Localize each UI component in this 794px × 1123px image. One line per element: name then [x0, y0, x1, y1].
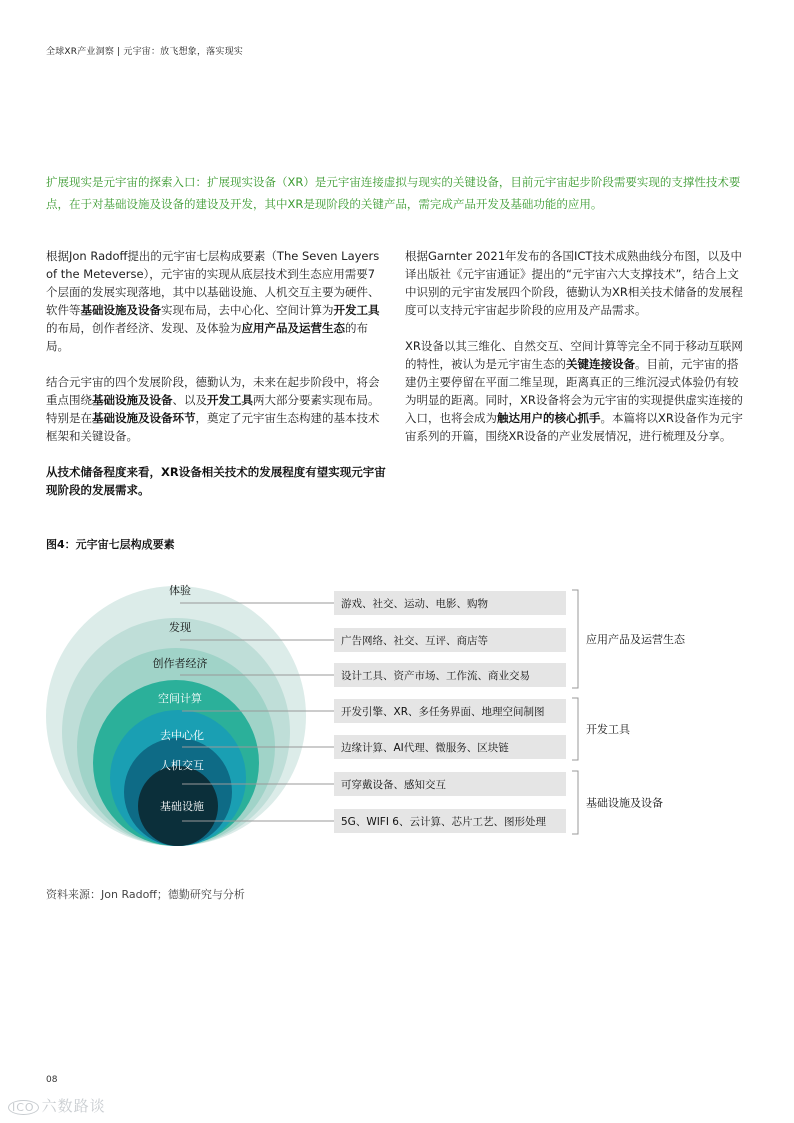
text-run: 开发工具	[207, 393, 253, 407]
running-header: 全球XR产业洞察 | 元宇宙：放飞想象，落实现实	[46, 47, 243, 57]
text-run: 。目前，元宇宙的搭建仍主要停留在平面二维呈现，距离真正的三维沉浸式体验仍有较为明显的距离。同时，XR设备将会为元宇宙的实现提供虚实连接的入口，也将会成为	[405, 357, 743, 425]
layer-item-text: 开发引擎、XR、多任务界面、地理空间制图	[341, 706, 545, 718]
text-run: 开发工具	[333, 303, 380, 317]
text-run: 根据Jon Radoff提出的元宇宙七层构成要素（The Seven Layers of the Meteverse），元宇宙的实现从底层技术到生态应用需要7个层面的发展实现落地，其中以基础设施、人机交互主要为硬件、软件等	[46, 249, 380, 317]
layer-label: 人机交互	[160, 759, 204, 772]
text-run: 关键连接设备	[566, 357, 635, 371]
text-run: 实现布局，去中心化、空间计算为	[161, 303, 334, 317]
text-run: 。本篇将以XR设备作为元宇宙系列的开篇，围绕XR设备的产业发展情况，进行梳理及分享。	[405, 411, 743, 443]
layer-label: 基础设施	[160, 800, 204, 813]
text-run: 从技术储备程度来看，XR设备相关技术的发展程度有望实现元宇宙现阶段的发展需求。	[46, 465, 386, 497]
text-run: ，奠定了元宇宙生态构建的基本技术框架和关键设备。	[46, 411, 380, 443]
text-run: 、以及	[172, 393, 207, 407]
category-label: 基础设施及设备	[586, 796, 663, 810]
source-note: 资料来源：Jon Radoff；德勤研究与分析	[46, 888, 245, 901]
text-run: XR设备以其三维化、自然交互、空间计算等完全不同于移动互联网的特性，被认为是元宇宙生态的	[405, 339, 743, 371]
layer-label: 创作者经济	[152, 657, 208, 670]
text-run: 两大部分要素实现布局。特别是在	[46, 393, 380, 425]
layer-label: 去中心化	[160, 729, 204, 742]
layer-label: 体验	[169, 584, 191, 597]
watermark-text: 六数路谈	[41, 1097, 106, 1115]
layer-label: 发现	[169, 621, 191, 634]
intro-paragraph: 扩展现实是元宇宙的探索入口：扩展现实设备（XR）是元宇宙连接虚拟与现实的关键设备，目前元宇宙起步阶段需要实现的支撑性技术要点，在于对基础设施及设备的建设及开发，其中XR是现阶段的关键产品，需完成产品开发及基础功能的应用。	[46, 175, 741, 211]
text-run: 基础设施及设备	[80, 303, 161, 317]
layer-item-text: 设计工具、资产市场、工作流、商业交易	[341, 670, 530, 682]
text-run: 结合元宇宙的四个发展阶段，德勤认为，未来在起步阶段中，将会重点围绕	[46, 375, 380, 407]
text-run: 的布局。	[46, 321, 368, 353]
text-run: 根据Garnter 2021年发布的各国ICT技术成熟曲线分布图，以及中译出版社《元宇宙通证》提出的“元宇宙六大支撑技术”，结合上文中识别的元宇宙发展四个阶段，德勤认为XR相关技术储备的发展程度可以支持元宇宙起步阶段的应用及产品需求。	[405, 249, 743, 317]
text-run: 的布局，创作者经济、发现、及体验为	[46, 321, 242, 335]
text-run: 触达用户的核心抓手	[497, 411, 601, 425]
category-bracket	[572, 590, 578, 688]
layer-item-text: 5G、WIFI 6、云计算、芯片工艺、图形处理	[341, 816, 546, 828]
text-run: 基础设施及设备环节	[92, 411, 196, 425]
figure-title: 图4：元宇宙七层构成要素	[46, 538, 175, 551]
layer-item-text: 游戏、社交、运动、电影、购物	[341, 598, 488, 610]
layer-item-text: 可穿戴设备、感知交互	[341, 779, 446, 791]
layer-label: 空间计算	[158, 692, 202, 705]
category-bracket	[572, 698, 578, 760]
page-number: 08	[46, 1075, 58, 1085]
category-label: 应用产品及运营生态	[586, 633, 685, 646]
text-run: 应用产品及运营生态	[241, 321, 345, 335]
category-bracket	[572, 771, 578, 834]
text-run: 基础设施及设备	[92, 393, 173, 407]
category-label: 开发工具	[586, 723, 630, 736]
layer-item-text: 广告网络、社交、互评、商店等	[341, 635, 488, 647]
layer-item-text: 边缘计算、AI代理、微服务、区块链	[341, 742, 509, 754]
watermark-logo: ICO 六数路谈	[8, 1095, 106, 1116]
